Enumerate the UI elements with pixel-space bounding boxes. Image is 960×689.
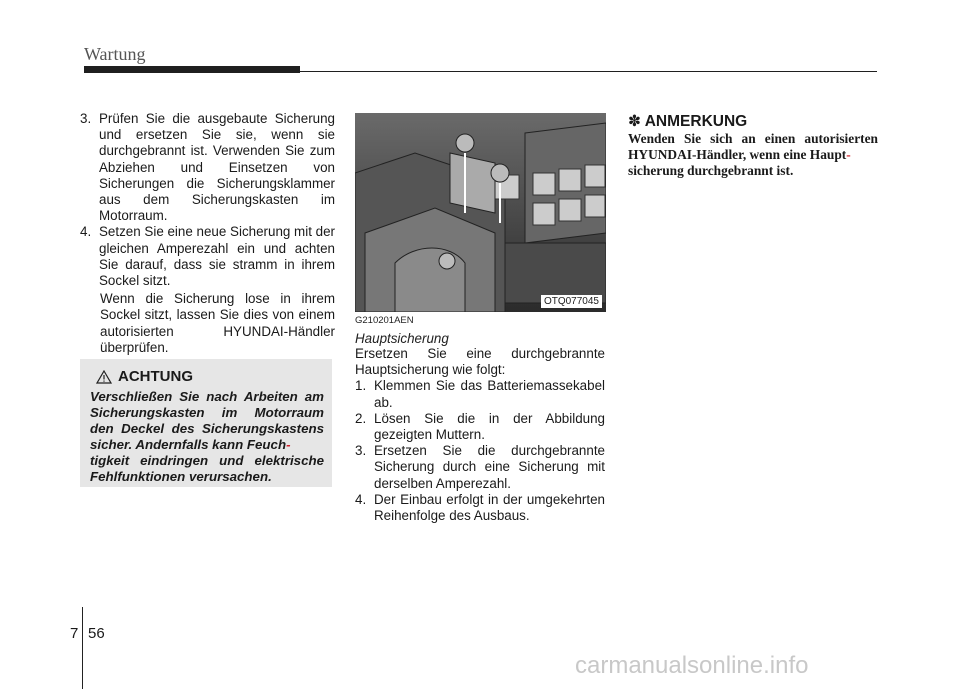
step-text: Lösen Sie die in der Abbildung gezeigten Muttern. (374, 410, 605, 443)
caution-title: ACHTUNG (118, 368, 193, 385)
step-number: 2. (355, 410, 367, 426)
step-number: 4. (80, 224, 92, 240)
watermark: carmanualsonline.info (575, 652, 809, 679)
fuse-box-illustration (355, 113, 606, 312)
section-code: G210201AEN (355, 315, 414, 326)
list-item (355, 492, 605, 524)
step-number: 3. (80, 111, 92, 126)
intro-paragraph: Ersetzen Sie eine durchgebrannte Hauptsicherung wie folgt: (355, 346, 605, 378)
step-number: 4. (355, 491, 367, 507)
page-header-title: Wartung (84, 44, 146, 64)
page-number: 56 (88, 625, 105, 642)
footer-divider (82, 607, 83, 689)
header-bar (84, 66, 300, 73)
section-subheading: Hauptsicherung (355, 331, 449, 346)
section-number: 7 (70, 625, 79, 642)
list-item (355, 411, 605, 443)
list-item (80, 224, 335, 289)
engine-fuse-box-image (355, 113, 606, 312)
caution-heading (96, 368, 193, 385)
extra-paragraph: Wenn die Sicherung lose in ihrem Sockel sitzt, lassen Sie dies von einem autorisierten HYUNDAI-Händler überprüfen. (100, 291, 335, 355)
step-number: 1. (355, 378, 367, 394)
note-title: ANMERKUNG (644, 113, 748, 130)
warning-triangle-icon (96, 370, 112, 384)
step-text: Der Einbau erfolgt in der umgekehrten Reihenfolge des Ausbaus. (374, 491, 605, 524)
step-text: Ersetzen Sie die durchgebrannte Sicherung durch eine Sicherung mit derselben Amperezahl. (374, 443, 605, 491)
note-text: Wenden Sie sich an einen autorisierten HYUNDAI-Händler, wenn eine Haupt- sicherung durchgebrannt ist. (628, 131, 878, 178)
figure-code-label: OTQ077045 (541, 295, 602, 308)
header-rule (300, 71, 877, 72)
note-heading (628, 112, 747, 131)
list-item (355, 378, 605, 410)
list-item (355, 443, 605, 492)
caution-box (80, 359, 332, 487)
step-number: 3. (355, 443, 367, 459)
red-hyphen: - (286, 437, 291, 452)
step-text: Setzen Sie eine neue Sicherung mit der gleichen Amperezahl ein und achten Sie darauf, dass sie stramm in ihrem Sockel sitzt. (99, 224, 335, 289)
caution-text: Verschließen Sie nach Arbeiten am Sicherungskasten im Motorraum den Deckel des Sicherungskastens sicher. Andernfalls kann Feuch- tigkeit eindringen und elektrische Fehlfunktionen verursachen. (90, 389, 324, 484)
left-column (80, 111, 335, 356)
step-text: Klemmen Sie das Batteriemassekabel ab. (374, 378, 605, 410)
red-hyphen: - (846, 146, 851, 162)
step-text: Prüfen Sie die ausgebaute Sicherung und ersetzen Sie sie, wenn sie durchgebrannt ist. Verwenden Sie zum Abziehen und Einsetzen von Sicherungen die Sicherungsklammer aus dem Sicherungskasten im Motorraum. (99, 111, 335, 224)
note-star-icon: ✽ (628, 113, 641, 130)
list-item (80, 111, 335, 224)
